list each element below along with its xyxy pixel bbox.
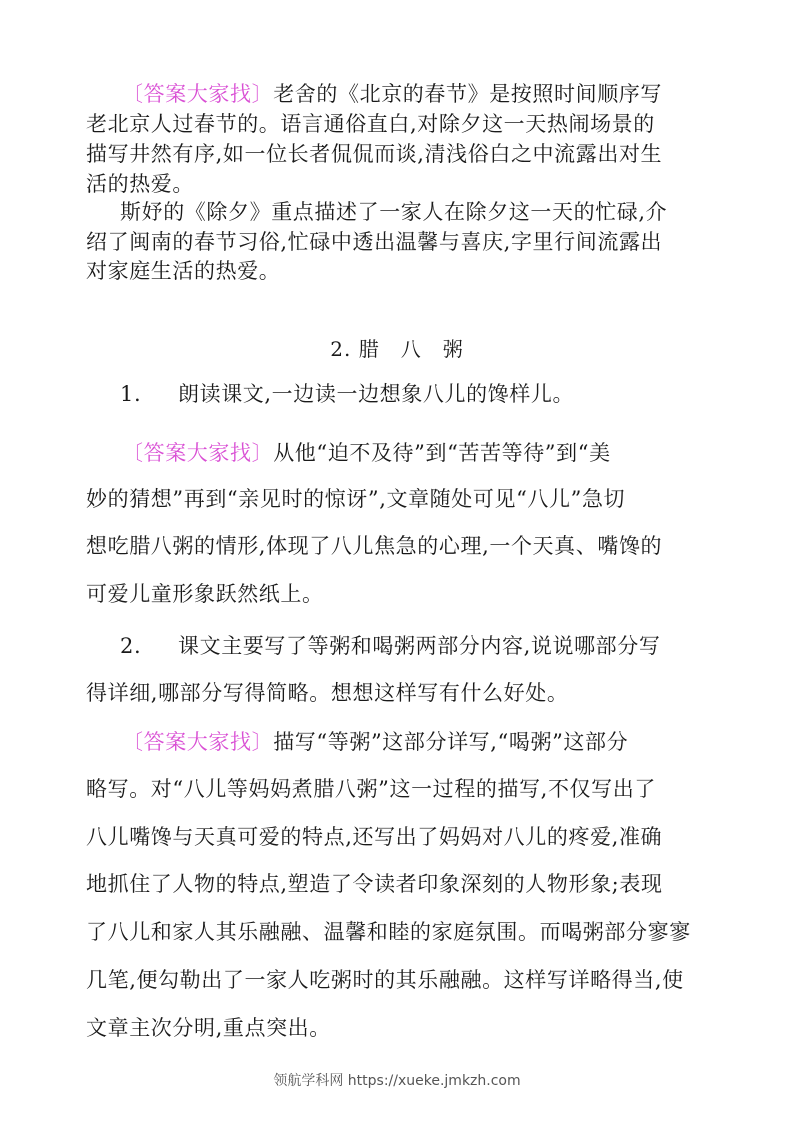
question-2: 2. 课文主要写了等粥和喝粥两部分内容,说说哪部分写 bbox=[120, 634, 661, 658]
question-number: 2. bbox=[120, 634, 142, 658]
paragraph-line: 妙的猜想”再到“亲见时的惊讶”,文章随处可见“八儿”急切 bbox=[86, 487, 626, 511]
paragraph-line: 斯妤的《除夕》重点描述了一家人在除夕这一天的忙碌,介 bbox=[120, 200, 668, 224]
paragraph-line: 可爱儿童形象跃然纸上。 bbox=[86, 582, 324, 606]
paragraph-line: 几笔,便勾勒出了一家人吃粥时的其乐融融。这样写详略得当,使 bbox=[86, 968, 684, 992]
answer-tag: 〔答案大家找〕 bbox=[122, 441, 274, 465]
answer-tag: 〔答案大家找〕 bbox=[122, 730, 274, 754]
footer-watermark: 领航学科网 https://xueke.jmkzh.com bbox=[273, 1073, 521, 1089]
paragraph-line: 想吃腊八粥的情形,体现了八儿焦急的心理,一个天真、嘴馋的 bbox=[86, 534, 663, 558]
paragraph-line: 八儿嘴馋与天真可爱的特点,还写出了妈妈对八儿的疼爱,准确 bbox=[86, 825, 663, 849]
paragraph-line: 活的热爱。 bbox=[86, 172, 194, 196]
paragraph-line: 〔答案大家找〕描写“等粥”这部分详写,“喝粥”这部分 bbox=[122, 730, 629, 754]
answer-tag: 〔答案大家找〕 bbox=[122, 82, 274, 106]
paragraph-line: 了八儿和家人其乐融融、温馨和睦的家庭氛围。而喝粥部分寥寥 bbox=[86, 920, 691, 944]
paragraph-line: 〔答案大家找〕老舍的《北京的春节》是按照时间顺序写 bbox=[122, 82, 663, 106]
paragraph-line: 绍了闽南的春节习俗,忙碌中透出温馨与喜庆,字里行间流露出 bbox=[86, 230, 663, 254]
paragraph-line: 〔答案大家找〕从他“迫不及待”到“苦苦等待”到“美 bbox=[122, 441, 611, 465]
paragraph-line: 得详细,哪部分写得简略。想想这样写有什么好处。 bbox=[86, 681, 569, 705]
paragraph-line: 对家庭生活的热爱。 bbox=[86, 259, 281, 283]
paragraph-line: 文章主次分明,重点突出。 bbox=[86, 1016, 331, 1040]
question-number: 1. bbox=[120, 382, 142, 406]
question-1: 1. 朗读课文,一边读一边想象八儿的馋样儿。 bbox=[120, 382, 575, 406]
paragraph-line: 描写井然有序,如一位长者侃侃而谈,清浅俗白之中流露出对生 bbox=[86, 142, 663, 166]
paragraph-line: 老北京人过春节的。语言通俗直白,对除夕这一天热闹场景的 bbox=[86, 112, 655, 136]
paragraph-line: 略写。对“八儿等妈妈煮腊八粥”这一过程的描写,不仅写出了 bbox=[86, 777, 656, 801]
section-title: 2. 腊 八 粥 bbox=[330, 337, 464, 361]
paragraph-line: 地抓住了人物的特点,塑造了令读者印象深刻的人物形象;表现 bbox=[86, 872, 663, 896]
